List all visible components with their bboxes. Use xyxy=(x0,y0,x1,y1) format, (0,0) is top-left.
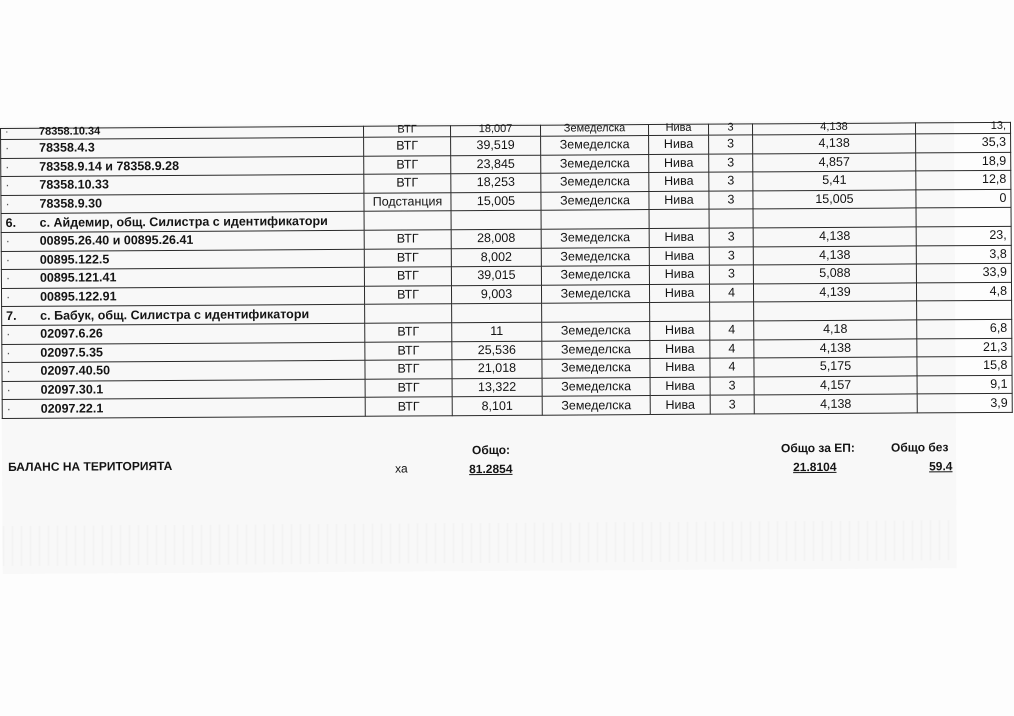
area-cell: 11 xyxy=(452,322,542,341)
parcel-identifier: 78358.4.3 xyxy=(39,140,95,156)
parcel-identifier: 78358.10.33 xyxy=(39,177,109,193)
bullet-mark: · xyxy=(5,234,10,249)
category-cell: Нива xyxy=(649,191,709,210)
remaining-area-cell: 6,8 xyxy=(917,319,1012,338)
section-number: 6. xyxy=(5,215,17,230)
bullet-mark: · xyxy=(5,159,10,174)
land-type-cell: Земеделска xyxy=(541,125,649,137)
land-type-cell: Земеделска xyxy=(541,247,649,266)
identifier-cell xyxy=(1,249,364,270)
territory-balance xyxy=(2,440,982,486)
class-cell: 3 xyxy=(710,377,754,396)
empty-cell xyxy=(650,303,710,322)
use-cell: ВТГ xyxy=(365,397,452,416)
category-cell: Нива xyxy=(650,395,710,414)
identifier-cell xyxy=(2,323,365,344)
class-cell: 3 xyxy=(709,265,753,284)
bullet-mark: · xyxy=(5,197,10,212)
category-cell: Нива xyxy=(649,265,709,284)
land-type-cell: Земеделска xyxy=(541,229,649,248)
bullet-mark: · xyxy=(6,401,11,416)
empty-cell xyxy=(649,210,709,229)
ep-area-cell: 4,138 xyxy=(754,338,917,358)
section-title: с. Айдемир, общ. Силистра с идентификатори xyxy=(39,213,328,230)
land-type-cell: Земеделска xyxy=(541,154,649,173)
class-cell: 3 xyxy=(709,135,753,154)
class-cell: 4 xyxy=(710,358,754,377)
remaining-area-cell: 18,9 xyxy=(916,152,1011,171)
class-cell: 3 xyxy=(709,191,753,210)
remaining-area-cell: 33,9 xyxy=(916,263,1011,282)
use-cell: ВТГ xyxy=(364,155,451,174)
bullet-mark: · xyxy=(5,271,11,286)
use-cell: ВТГ xyxy=(364,137,451,156)
land-type-cell: Земеделска xyxy=(541,266,649,285)
total-label: Общо: xyxy=(471,442,511,458)
category-cell: Нива xyxy=(649,228,709,247)
bullet-mark: · xyxy=(4,125,9,138)
category-cell: Нива xyxy=(649,135,709,154)
use-cell: ВТГ xyxy=(364,174,451,193)
class-cell: 3 xyxy=(709,124,753,135)
category-cell: Нива xyxy=(649,247,709,266)
bullet-mark: · xyxy=(6,289,11,305)
area-cell: 8,002 xyxy=(451,248,541,267)
use-cell: ВТГ xyxy=(365,378,452,397)
land-type-cell: Земеделска xyxy=(542,359,650,378)
land-type-cell: Земеделска xyxy=(542,321,650,340)
use-cell: ВТГ xyxy=(364,126,451,138)
class-cell: 3 xyxy=(709,153,753,172)
use-cell: ВТГ xyxy=(364,230,451,249)
ep-area-cell: 5,088 xyxy=(753,264,916,284)
parcel-identifier: 02097.5.35 xyxy=(40,345,103,360)
identifier-cell xyxy=(1,230,364,251)
class-cell: 3 xyxy=(709,228,753,247)
class-cell: 3 xyxy=(710,395,754,414)
empty-cell xyxy=(365,304,452,323)
area-cell: 23,845 xyxy=(451,155,541,174)
ep-area-cell: 4,139 xyxy=(753,283,916,303)
use-cell: ВТГ xyxy=(364,285,451,304)
empty-cell xyxy=(754,301,917,321)
bullet-mark: · xyxy=(6,327,11,342)
bullet-mark: · xyxy=(6,382,11,397)
remaining-area-cell: 23, xyxy=(916,226,1011,245)
identifier-cell xyxy=(1,267,364,288)
parcel-identifier: 78358.10.34 xyxy=(38,125,101,138)
ep-area-cell: 15,005 xyxy=(753,190,916,210)
unit-label: ха xyxy=(395,461,408,476)
identifier-cell xyxy=(1,174,364,195)
ep-area-cell: 4,138 xyxy=(753,134,916,154)
empty-cell xyxy=(753,208,916,228)
land-type-cell: Земеделска xyxy=(541,191,649,210)
category-cell: Нива xyxy=(650,321,710,340)
category-cell: Нива xyxy=(649,172,709,191)
bullet-mark: · xyxy=(5,141,10,156)
area-cell: 18,007 xyxy=(451,125,541,137)
area-cell: 9,003 xyxy=(451,285,541,304)
parcel-identifier: 78358.9.14 и 78358.9.28 xyxy=(39,158,180,174)
category-cell: Нива xyxy=(650,377,710,396)
category-cell: Нива xyxy=(650,340,710,359)
ep-area-cell: 4,138 xyxy=(753,245,916,265)
section-title-cell xyxy=(1,212,364,233)
identifier-cell xyxy=(2,342,365,363)
use-cell: ВТГ xyxy=(364,267,451,286)
identifier-cell xyxy=(1,286,364,307)
class-cell: 4 xyxy=(710,321,754,340)
parcel-identifier: 00895.121.41 xyxy=(39,270,117,286)
area-cell: 13,322 xyxy=(452,378,542,397)
category-cell: Нива xyxy=(649,284,709,303)
remaining-area-cell: 0 xyxy=(916,189,1011,208)
category-cell: Нива xyxy=(649,154,709,173)
empty-cell xyxy=(541,210,649,229)
identifier-cell xyxy=(1,156,364,177)
ep-total-label: Общо за ЕП: xyxy=(780,440,855,456)
scan-artifact xyxy=(2,520,956,566)
section-number: 7. xyxy=(6,308,17,323)
remaining-area-cell: 21,3 xyxy=(917,338,1012,357)
parcel-identifier: 02097.6.26 xyxy=(40,326,103,341)
rest-total-value: 59.4 xyxy=(929,459,953,474)
use-cell: ВТГ xyxy=(365,323,452,342)
category-cell: Нива xyxy=(650,358,710,377)
bullet-mark: · xyxy=(5,178,10,193)
empty-cell xyxy=(452,304,542,323)
empty-cell xyxy=(542,303,650,322)
parcel-table xyxy=(0,119,1013,419)
empty-cell xyxy=(917,301,1012,320)
parcel-identifier: 00895.122.5 xyxy=(39,252,110,267)
area-cell: 8,101 xyxy=(452,397,542,416)
remaining-area-cell: 13, xyxy=(915,122,1010,134)
parcel-identifier: 00895.26.40 и 00895.26.41 xyxy=(39,233,194,249)
land-type-cell: Земеделска xyxy=(542,340,650,359)
ep-area-cell: 4,157 xyxy=(754,376,917,396)
ep-total-value: 21.8104 xyxy=(793,459,837,475)
land-type-cell: Земеделска xyxy=(541,136,649,155)
ep-area-cell: 4,18 xyxy=(754,320,917,340)
bullet-mark: · xyxy=(6,364,11,379)
empty-cell xyxy=(451,211,541,230)
remaining-area-cell: 12,8 xyxy=(916,171,1011,190)
identifier-cell xyxy=(2,398,365,419)
ep-area-cell: 5,41 xyxy=(753,171,916,191)
use-cell: Подстанция xyxy=(364,193,451,212)
total-value: 81.2854 xyxy=(469,461,513,477)
area-cell: 21,018 xyxy=(452,359,542,378)
use-cell: ВТГ xyxy=(364,248,451,267)
identifier-cell xyxy=(2,360,365,381)
empty-cell xyxy=(710,302,754,321)
identifier-cell xyxy=(1,193,364,214)
section-title-cell xyxy=(2,305,365,326)
parcel-identifier: 78358.9.30 xyxy=(39,196,103,211)
area-cell: 28,008 xyxy=(451,229,541,248)
remaining-area-cell: 35,3 xyxy=(916,133,1011,152)
area-cell: 39,015 xyxy=(451,266,541,285)
land-type-cell: Земеделска xyxy=(542,377,650,396)
ep-area-cell: 4,138 xyxy=(753,227,916,247)
empty-cell xyxy=(916,208,1011,227)
remaining-area-cell: 15,8 xyxy=(917,356,1012,375)
scanned-document-page xyxy=(0,119,1008,574)
empty-cell xyxy=(364,211,451,230)
ep-area-cell: 4,138 xyxy=(754,394,917,414)
use-cell: ВТГ xyxy=(365,341,452,360)
parcel-identifier: 00895.122.91 xyxy=(40,289,117,304)
class-cell: 3 xyxy=(709,246,753,265)
category-cell: Нива xyxy=(649,124,709,135)
empty-cell xyxy=(709,209,753,228)
remaining-area-cell: 3,8 xyxy=(916,245,1011,264)
identifier-cell xyxy=(1,137,364,158)
parcel-identifier: 02097.22.1 xyxy=(40,400,104,416)
land-type-cell: Земеделска xyxy=(541,173,649,192)
ep-area-cell: 5,175 xyxy=(754,357,917,377)
remaining-area-cell: 9,1 xyxy=(917,375,1012,394)
remaining-area-cell: 3,9 xyxy=(917,394,1012,413)
bullet-mark: · xyxy=(5,252,11,267)
area-cell: 25,536 xyxy=(452,341,542,360)
ep-area-cell: 4,857 xyxy=(753,153,916,173)
parcel-identifier: 02097.40.50 xyxy=(40,363,111,379)
class-cell: 4 xyxy=(710,339,754,358)
class-cell: 4 xyxy=(709,284,753,303)
area-cell: 39,519 xyxy=(451,136,541,155)
class-cell: 3 xyxy=(709,172,753,191)
area-cell: 15,005 xyxy=(451,192,541,211)
land-type-cell: Земеделска xyxy=(542,396,650,415)
identifier-cell xyxy=(2,379,365,400)
rest-total-label: Общо без xyxy=(890,440,949,455)
ep-area-cell: 4,138 xyxy=(753,123,916,135)
parcel-identifier: 02097.30.1 xyxy=(40,382,104,397)
balance-label: БАЛАНС НА ТЕРИТОРИЯТА xyxy=(8,458,173,474)
use-cell: ВТГ xyxy=(365,360,452,379)
land-type-cell: Земеделска xyxy=(541,284,649,303)
area-cell: 18,253 xyxy=(451,173,541,192)
section-title: с. Бабук, общ. Силистра с идентификатори xyxy=(40,306,310,323)
remaining-area-cell: 4,8 xyxy=(916,282,1011,301)
bullet-mark: · xyxy=(6,345,11,360)
